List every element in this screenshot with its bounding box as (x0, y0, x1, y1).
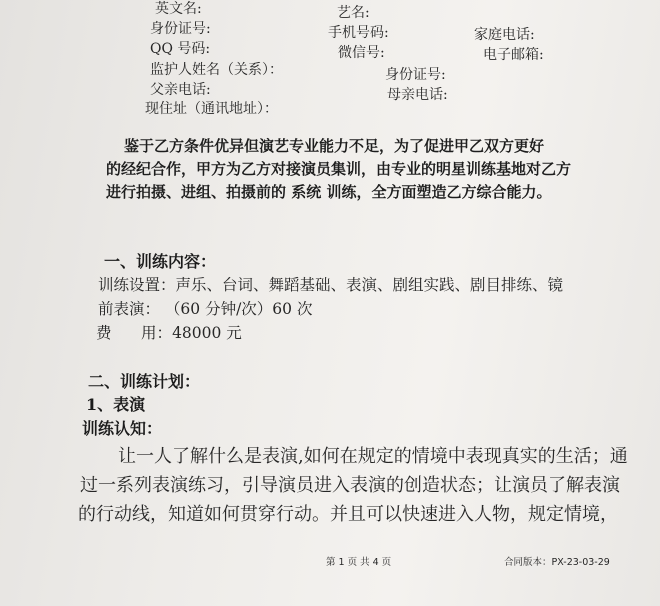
training-settings-line-2: 前表演： （60 分钟/次）60 次 (98, 300, 313, 318)
cognition-paragraph-line-1: 让一人了解什么是表演,如何在规定的情境中表现真实的生活；通 (118, 446, 628, 467)
field-english-name: 英文名: (155, 1, 202, 17)
field-guardian: 监护人姓名（关系）： (150, 62, 283, 78)
contract-version: 合同版本：PX-23-03-29 (504, 557, 610, 568)
intro-line-1: 鉴于乙方条件优异但演艺专业能力不足，为了促进甲乙双方更好 (124, 137, 545, 155)
field-guardian-id: 身份证号: (385, 67, 446, 83)
intro-line-2: 的经纪合作，甲方为乙方对接演员集训，由专业的明星训练基地对乙方 (106, 160, 572, 178)
fee-row (96, 323, 242, 343)
field-wechat: 微信号: (338, 45, 385, 61)
field-home-phone: 家庭电话: (474, 27, 535, 43)
field-qq: QQ 号码: (150, 41, 211, 57)
cognition-paragraph-line-3: 的行动线，知道如何贯穿行动。并且可以快速进入人物，规定情境， (78, 504, 618, 525)
field-id-number: 身份证号: (150, 21, 211, 37)
training-cognition-label: 训练认知： (82, 419, 163, 438)
field-email: 电子邮箱: (483, 47, 544, 63)
intro-line-3: 进行拍摄、进组、拍摄前的 系统 训练，全方面塑造乙方综合能力。 (106, 183, 552, 201)
fee-value: 48000 元 (172, 324, 242, 342)
performance-subheading: 1、表演 (86, 395, 146, 414)
section-1-heading: 一、训练内容： (104, 252, 217, 271)
training-settings-line-1: 训练设置：声乐、台词、舞蹈基础、表演、剧组实践、剧目排练、镜 (98, 276, 564, 294)
fee-label: 费 用： (96, 324, 173, 342)
field-mother-phone: 母亲电话: (387, 87, 448, 103)
cognition-paragraph-line-2: 过一系列表演练习，引导演员进入表演的创造状态；让演员了解表演 (80, 475, 620, 496)
field-mobile: 手机号码: (328, 25, 389, 41)
section-2-heading: 二、训练计划： (88, 372, 201, 391)
page-number: 第 1 页 共 4 页 (326, 557, 392, 568)
field-address: 现住址（通讯地址）： (145, 101, 278, 117)
field-father-phone: 父亲电话: (150, 82, 211, 98)
field-art-name: 艺名: (337, 5, 370, 21)
